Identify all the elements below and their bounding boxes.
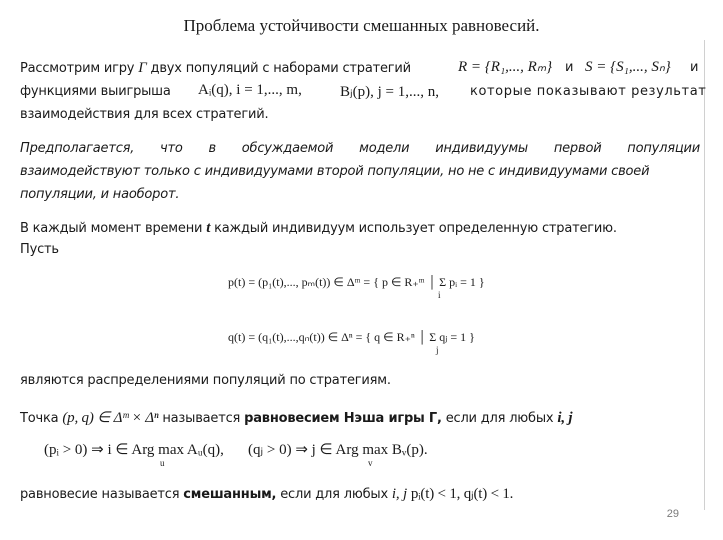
text: и xyxy=(690,60,699,75)
para2-line2: взаимодействуют только с индивидуумами второй популяции, но не с индивидуумами своей xyxy=(20,164,650,179)
text: Точка xyxy=(20,411,59,426)
indices: i, j xyxy=(391,486,407,502)
gamma-symbol: Γ xyxy=(138,60,147,76)
para4: являются распределениями популяций по стратегиям. xyxy=(20,373,391,388)
formula-p-index: i xyxy=(438,290,441,300)
text: если для любых xyxy=(280,487,388,502)
para5 xyxy=(20,408,572,427)
payoff-b: Bⱼ(p), j = 1,..., n, xyxy=(340,84,439,100)
text: называется xyxy=(162,411,241,426)
para3-line1 xyxy=(20,220,617,237)
page-number: 29 xyxy=(666,508,679,520)
para1-line3: взаимодействия для всех стратегий. xyxy=(20,107,269,122)
set-s: S = {S₁,..., Sₙ} xyxy=(585,59,671,75)
math-condition: pᵢ(t) < 1, qⱼ(t) < 1. xyxy=(410,486,514,502)
text: Рассмотрим игру xyxy=(20,61,135,76)
indices: i, j xyxy=(557,410,573,426)
para1-line1 xyxy=(20,60,411,77)
text: В каждый момент времени xyxy=(20,221,203,236)
text: равновесие называется xyxy=(20,487,180,502)
slide-title: Проблема устойчивости смешанных равновесий. xyxy=(183,16,540,35)
bold-term: равновесием Нэша игры Γ, xyxy=(244,411,442,426)
condition-left: (pᵢ > 0) ⇒ i ∈ Arg max Aᵤ(q), xyxy=(44,442,224,458)
para3-line2: Пусть xyxy=(20,242,59,257)
para2-line1: Предполагается, что в обсуждаемой модели индивидуумы первой популяции xyxy=(20,141,700,156)
right-border-line xyxy=(704,40,705,510)
math-point: (p, q) ∈ Δᵐ × Δⁿ xyxy=(62,410,159,426)
set-r: R = {R₁,..., Rₘ} xyxy=(458,59,553,75)
text: которые показывают результат xyxy=(470,84,707,99)
para1-line2 xyxy=(20,84,171,99)
formula-q-index: j xyxy=(436,345,439,355)
text: каждый индивидуум использует определенную стратегию. xyxy=(214,221,617,236)
condition-right-sub: v xyxy=(368,458,373,468)
payoff-a: Aᵢ(q), i = 1,..., m, xyxy=(198,82,302,98)
para2-line3: популяции, и наоборот. xyxy=(20,187,180,202)
para6 xyxy=(20,484,513,503)
condition-left-sub: u xyxy=(160,458,165,468)
text: и xyxy=(565,60,574,75)
condition-right: (qⱼ > 0) ⇒ j ∈ Arg max Bᵥ(p). xyxy=(248,442,428,458)
time-var: t xyxy=(206,220,211,236)
text: двух популяций с наборами стратегий xyxy=(150,61,411,76)
bold-term: смешанным, xyxy=(183,487,277,502)
text: функциями выигрыша xyxy=(20,84,171,99)
text: если для любых xyxy=(445,411,554,426)
formula-p: p(t) = (p₁(t),..., pₘ(t)) ∈ Δᵐ = { p ∈ R₊ᵐ │ Σ pᵢ = 1 } xyxy=(228,275,485,289)
formula-q: q(t) = (q₁(t),...,qₙ(t)) ∈ Δⁿ = { q ∈ R₊ⁿ │ Σ qⱼ = 1 } xyxy=(228,330,475,344)
